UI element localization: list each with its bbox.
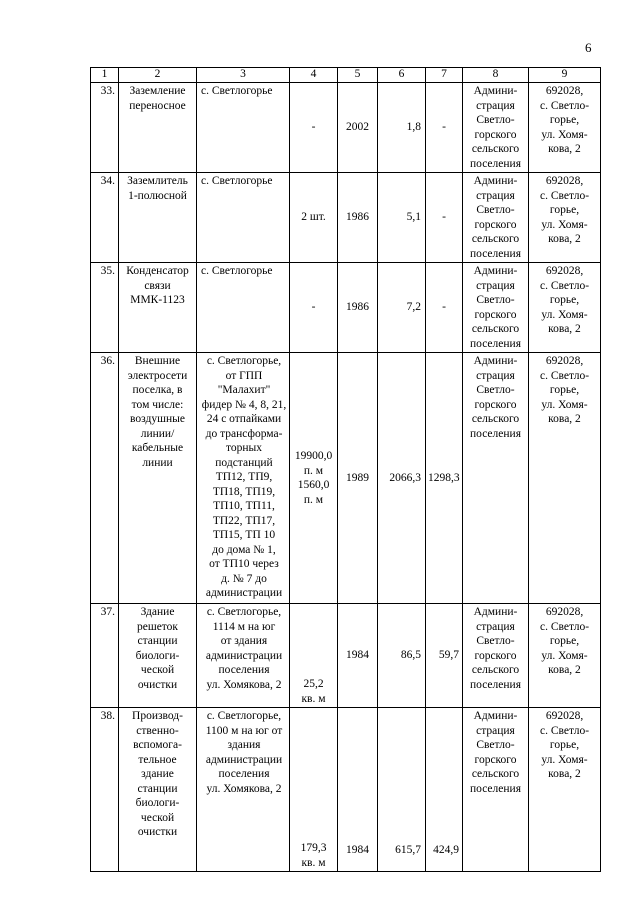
quantity-cell: 2 шт. <box>290 173 338 263</box>
table-row <box>91 708 601 872</box>
column-number-header-row <box>91 68 601 83</box>
quantity-cell: 19900,0 п. м 1560,0 п. м <box>290 353 338 604</box>
address-cell: 692028, с. Светло- горье, ул. Хомя- кова, 2 <box>529 263 601 353</box>
table-row <box>91 263 601 353</box>
row-number-cell: 35. <box>91 263 119 353</box>
location-cell: с. Светлогорье <box>197 263 290 353</box>
residual-value-cell: - <box>426 83 463 173</box>
header-cell: 5 <box>338 68 378 83</box>
location-cell: с. Светлогорье, от ГПП "Малахит" фидер № 4, 8, 21, 24 с отпайками до трансформа- торных подстанций ТП12, ТП9, ТП18, ТП19, ТП10, ТП11, ТП22, ТП17, ТП15, ТП 10 до дома № 1, от ТП10 через д. № 7 до администрации <box>197 353 290 604</box>
cost-cell: 86,5 <box>378 604 426 708</box>
table-row <box>91 353 601 604</box>
address-cell: 692028, с. Светло- горье, ул. Хомя- кова, 2 <box>529 353 601 604</box>
holder-cell: Админи- страция Светло- горского сельского поселения <box>463 604 529 708</box>
cost-cell: 2066,3 <box>378 353 426 604</box>
object-name-cell: Производ- ственно- вспомога- тельное здание станции биологи- ческой очистки <box>119 708 197 872</box>
residual-value-cell: 59,7 <box>426 604 463 708</box>
year-cell: 2002 <box>338 83 378 173</box>
holder-cell: Админи- страция Светло- горского сельского поселения <box>463 173 529 263</box>
page-number: 6 <box>585 40 592 55</box>
holder-cell: Админи- страция Светло- горского сельского поселения <box>463 83 529 173</box>
header-cell: 8 <box>463 68 529 83</box>
address-cell: 692028, с. Светло- горье, ул. Хомя- кова, 2 <box>529 83 601 173</box>
year-cell: 1984 <box>338 604 378 708</box>
quantity-cell: 179,3 кв. м <box>290 708 338 872</box>
object-name-cell: Заземлитель 1-полюсной <box>119 173 197 263</box>
year-cell: 1989 <box>338 353 378 604</box>
table-row <box>91 83 601 173</box>
table-row <box>91 604 601 708</box>
residual-value-cell: - <box>426 173 463 263</box>
header-cell: 4 <box>290 68 338 83</box>
cost-cell: 1,8 <box>378 83 426 173</box>
header-cell: 7 <box>426 68 463 83</box>
property-registry-table <box>90 67 601 872</box>
object-name-cell: Заземление переносное <box>119 83 197 173</box>
object-name-cell: Конденсатор связи ММК-1123 <box>119 263 197 353</box>
header-cell: 3 <box>197 68 290 83</box>
year-cell: 1986 <box>338 173 378 263</box>
year-cell: 1984 <box>338 708 378 872</box>
header-cell: 2 <box>119 68 197 83</box>
header-cell: 1 <box>91 68 119 83</box>
residual-value-cell: 1298,3 <box>426 353 463 604</box>
quantity-cell: 25,2 кв. м <box>290 604 338 708</box>
quantity-cell: - <box>290 263 338 353</box>
location-cell: с. Светлогорье <box>197 83 290 173</box>
table-row <box>91 173 601 263</box>
location-cell: с. Светлогорье <box>197 173 290 263</box>
row-number-cell: 37. <box>91 604 119 708</box>
address-cell: 692028, с. Светло- горье, ул. Хомя- кова, 2 <box>529 708 601 872</box>
object-name-cell: Здание решеток станции биологи- ческой очистки <box>119 604 197 708</box>
year-cell: 1986 <box>338 263 378 353</box>
location-cell: с. Светлогорье, 1114 м на юг от здания администрации поселения ул. Хомякова, 2 <box>197 604 290 708</box>
header-cell: 9 <box>529 68 601 83</box>
cost-cell: 615,7 <box>378 708 426 872</box>
cost-cell: 5,1 <box>378 173 426 263</box>
object-name-cell: Внешние электросети поселка, в том числе: воздушные линии/ кабельные линии <box>119 353 197 604</box>
row-number-cell: 33. <box>91 83 119 173</box>
row-number-cell: 38. <box>91 708 119 872</box>
quantity-cell: - <box>290 83 338 173</box>
residual-value-cell: - <box>426 263 463 353</box>
holder-cell: Админи- страция Светло- горского сельского поселения <box>463 353 529 604</box>
holder-cell: Админи- страция Светло- горского сельского поселения <box>463 708 529 872</box>
row-number-cell: 34. <box>91 173 119 263</box>
row-number-cell: 36. <box>91 353 119 604</box>
address-cell: 692028, с. Светло- горье, ул. Хомя- кова, 2 <box>529 604 601 708</box>
holder-cell: Админи- страция Светло- горского сельского поселения <box>463 263 529 353</box>
residual-value-cell: 424,9 <box>426 708 463 872</box>
location-cell: с. Светлогорье, 1100 м на юг от здания администрации поселения ул. Хомякова, 2 <box>197 708 290 872</box>
header-cell: 6 <box>378 68 426 83</box>
address-cell: 692028, с. Светло- горье, ул. Хомя- кова, 2 <box>529 173 601 263</box>
cost-cell: 7,2 <box>378 263 426 353</box>
